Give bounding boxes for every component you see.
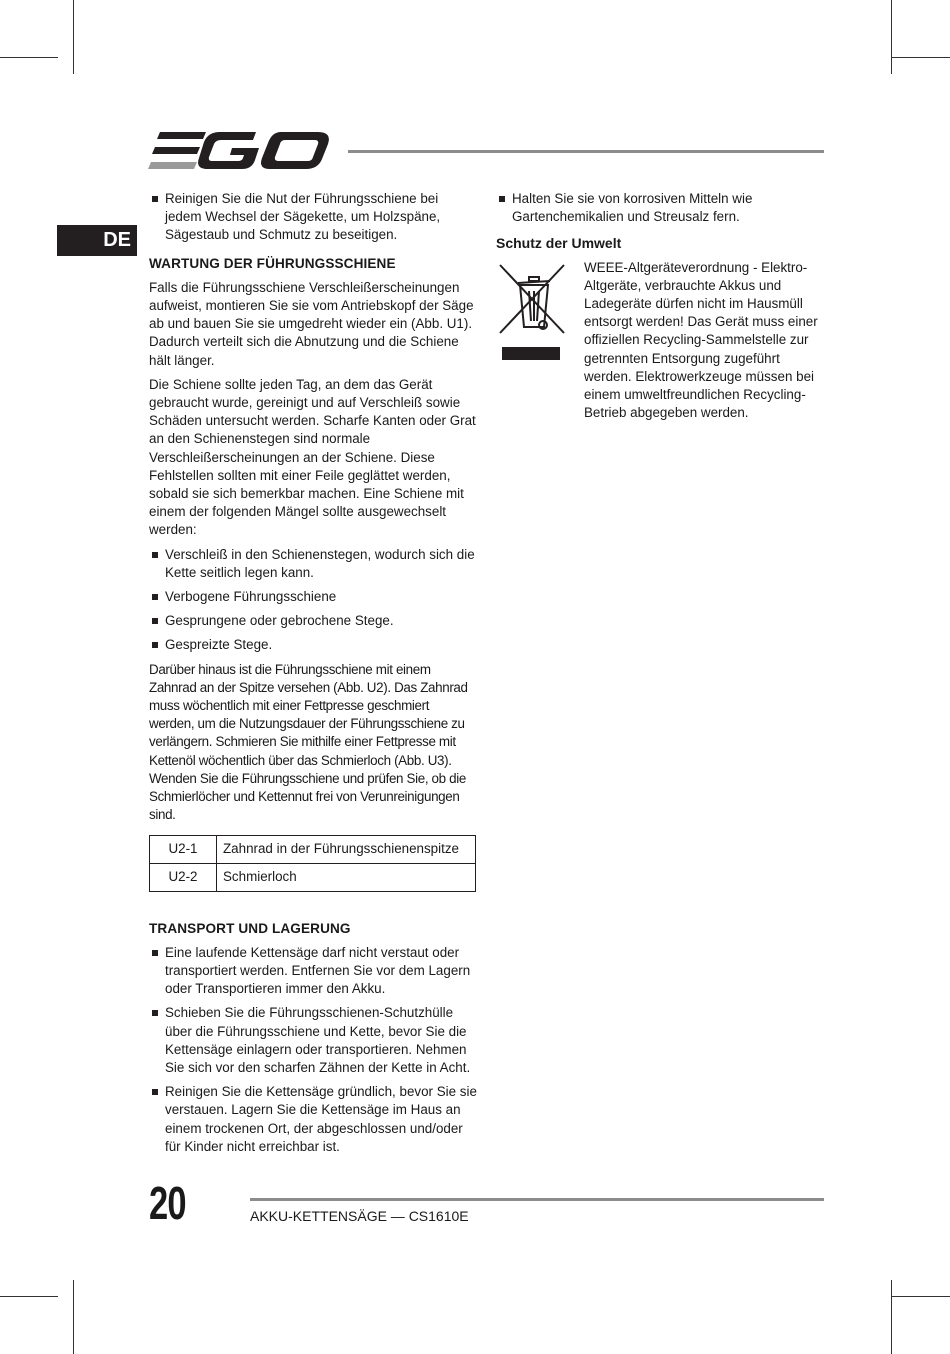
- crop-mark: [0, 1296, 58, 1297]
- list-item: Reinigen Sie die Nut der Führungsschiene bei jedem Wechsel der Sägekette, um Holzspäne, Sägestaub und Schmutz zu beseitigen.: [149, 190, 477, 245]
- crop-mark: [73, 1280, 74, 1354]
- crop-mark: [891, 1296, 950, 1297]
- list-item: Gesprungene oder gebrochene Stege.: [149, 612, 477, 630]
- footer-rule: [250, 1198, 824, 1201]
- right-bullet-list: [496, 190, 826, 226]
- table-cell-label: Schmierloch: [217, 863, 476, 891]
- paragraph: Die Schiene sollte jeden Tag, an dem das Gerät gebraucht wurde, gereinigt und auf Verschleiß sowie Schäden untersucht werden. Scharfe Kanten oder Grat an den Schienenstegen sind normale Verschleißerscheinungen an der Schiene. Diese Fehlstellen sollten mit einer Feile geglättet werden, sobald sie sich bemerkbar machen. Eine Schiene mit einem der folgenden Mängel sollte ausgewechselt werden:: [149, 376, 476, 538]
- crop-mark: [891, 0, 892, 74]
- crop-mark: [0, 57, 58, 58]
- list-item: Eine laufende Kettensäge darf nicht verstaut oder transportiert werden. Entfernen Sie vor dem Lagern oder Transportieren immer den Akku.: [149, 944, 477, 999]
- section-heading-transport: TRANSPORT UND LAGERUNG: [149, 920, 351, 936]
- footer-title: AKKU-KETTENSÄGE — CS1610E: [250, 1208, 469, 1224]
- intro-bullet-list: [149, 190, 477, 245]
- crossed-out-wheelie-bin-icon: [496, 261, 568, 361]
- crop-mark: [891, 1280, 892, 1354]
- transport-bullet-list: [149, 944, 477, 1156]
- header-rule: [348, 150, 824, 153]
- crop-mark: [891, 57, 950, 58]
- list-item: Verschleiß in den Schienenstegen, wodurch sich die Kette seitlich legen kann.: [149, 546, 477, 582]
- table-cell-code: U2-2: [150, 863, 217, 891]
- list-item: Halten Sie sie von korrosiven Mitteln wie Gartenchemikalien und Streusalz fern.: [496, 190, 826, 226]
- list-item: Verbogene Führungsschiene: [149, 588, 477, 606]
- weee-notice: [496, 259, 826, 423]
- ego-logo: [148, 128, 333, 174]
- table-row: [150, 835, 476, 863]
- left-column: [149, 190, 477, 1162]
- crop-mark: [73, 0, 74, 74]
- list-item: Schieben Sie die Führungsschienen-Schutzhülle über die Führungsschiene und Kette, bevor Sie die Kettensäge einlagern oder transportieren. Nehmen Sie sich vor den scharfen Zähnen der Kette in Acht.: [149, 1004, 477, 1077]
- paragraph: Darüber hinaus ist die Führungsschiene mit einem Zahnrad an der Spitze versehen (Abb. U2). Das Zahnrad muss wöchentlich mit einer Fettpresse geschmiert werden, um die Nutzungsdauer der Führungsschiene zu verlängern. Schmieren Sie mithilfe einer Fettpresse mit Kettenöl wöchentlich über das Schmierloch (Abb. U3). Wenden Sie die Führungsschiene und prüfen Sie, ob die Schmierlöcher und Kettennut frei von Verunreinigungen sind.: [149, 661, 468, 823]
- defect-bullet-list: [149, 546, 477, 655]
- table-cell-code: U2-1: [150, 835, 217, 863]
- paragraph: Falls die Führungsschiene Verschleißerscheinungen aufweist, montieren Sie sie vom Antriebskopf der Säge ab und bauen Sie sie umgedreht wieder ein (Abb. U1). Dadurch verteilt sich die Abnutzung und die Schiene hält länger.: [149, 279, 474, 368]
- section-heading-bar-maintenance: WARTUNG DER FÜHRUNGSSCHIENE: [149, 255, 396, 271]
- weee-text: WEEE-Altgeräteverordnung - Elektro-Altgeräte, verbrauchte Akkus und Ladegeräte dürfen nicht im Hausmüll entsorgt werden! Das Gerät muss einer offiziellen Recycling-Sammelstelle zur getrennten Entsorgung zugeführt werden. Elektrowerkzeuge müssen bei einem umweltfreundlichen Recycling-Betrieb abgegeben werden.: [584, 259, 818, 421]
- table-row: [150, 863, 476, 891]
- right-column: [496, 190, 826, 422]
- table-cell-label: Zahnrad in der Führungsschienenspitze: [217, 835, 476, 863]
- list-item: Gespreizte Stege.: [149, 636, 477, 654]
- list-item: Reinigen Sie die Kettensäge gründlich, bevor Sie sie verstauen. Lagern Sie die Kettensäge im Haus an einem trockenen Ort, der abgeschlossen und/oder für Kinder nicht erreichbar ist.: [149, 1083, 477, 1156]
- page-number: 20: [149, 1177, 186, 1229]
- section-heading-environment: Schutz der Umwelt: [496, 235, 622, 252]
- language-tab: DE: [57, 225, 137, 256]
- parts-table: [149, 835, 476, 892]
